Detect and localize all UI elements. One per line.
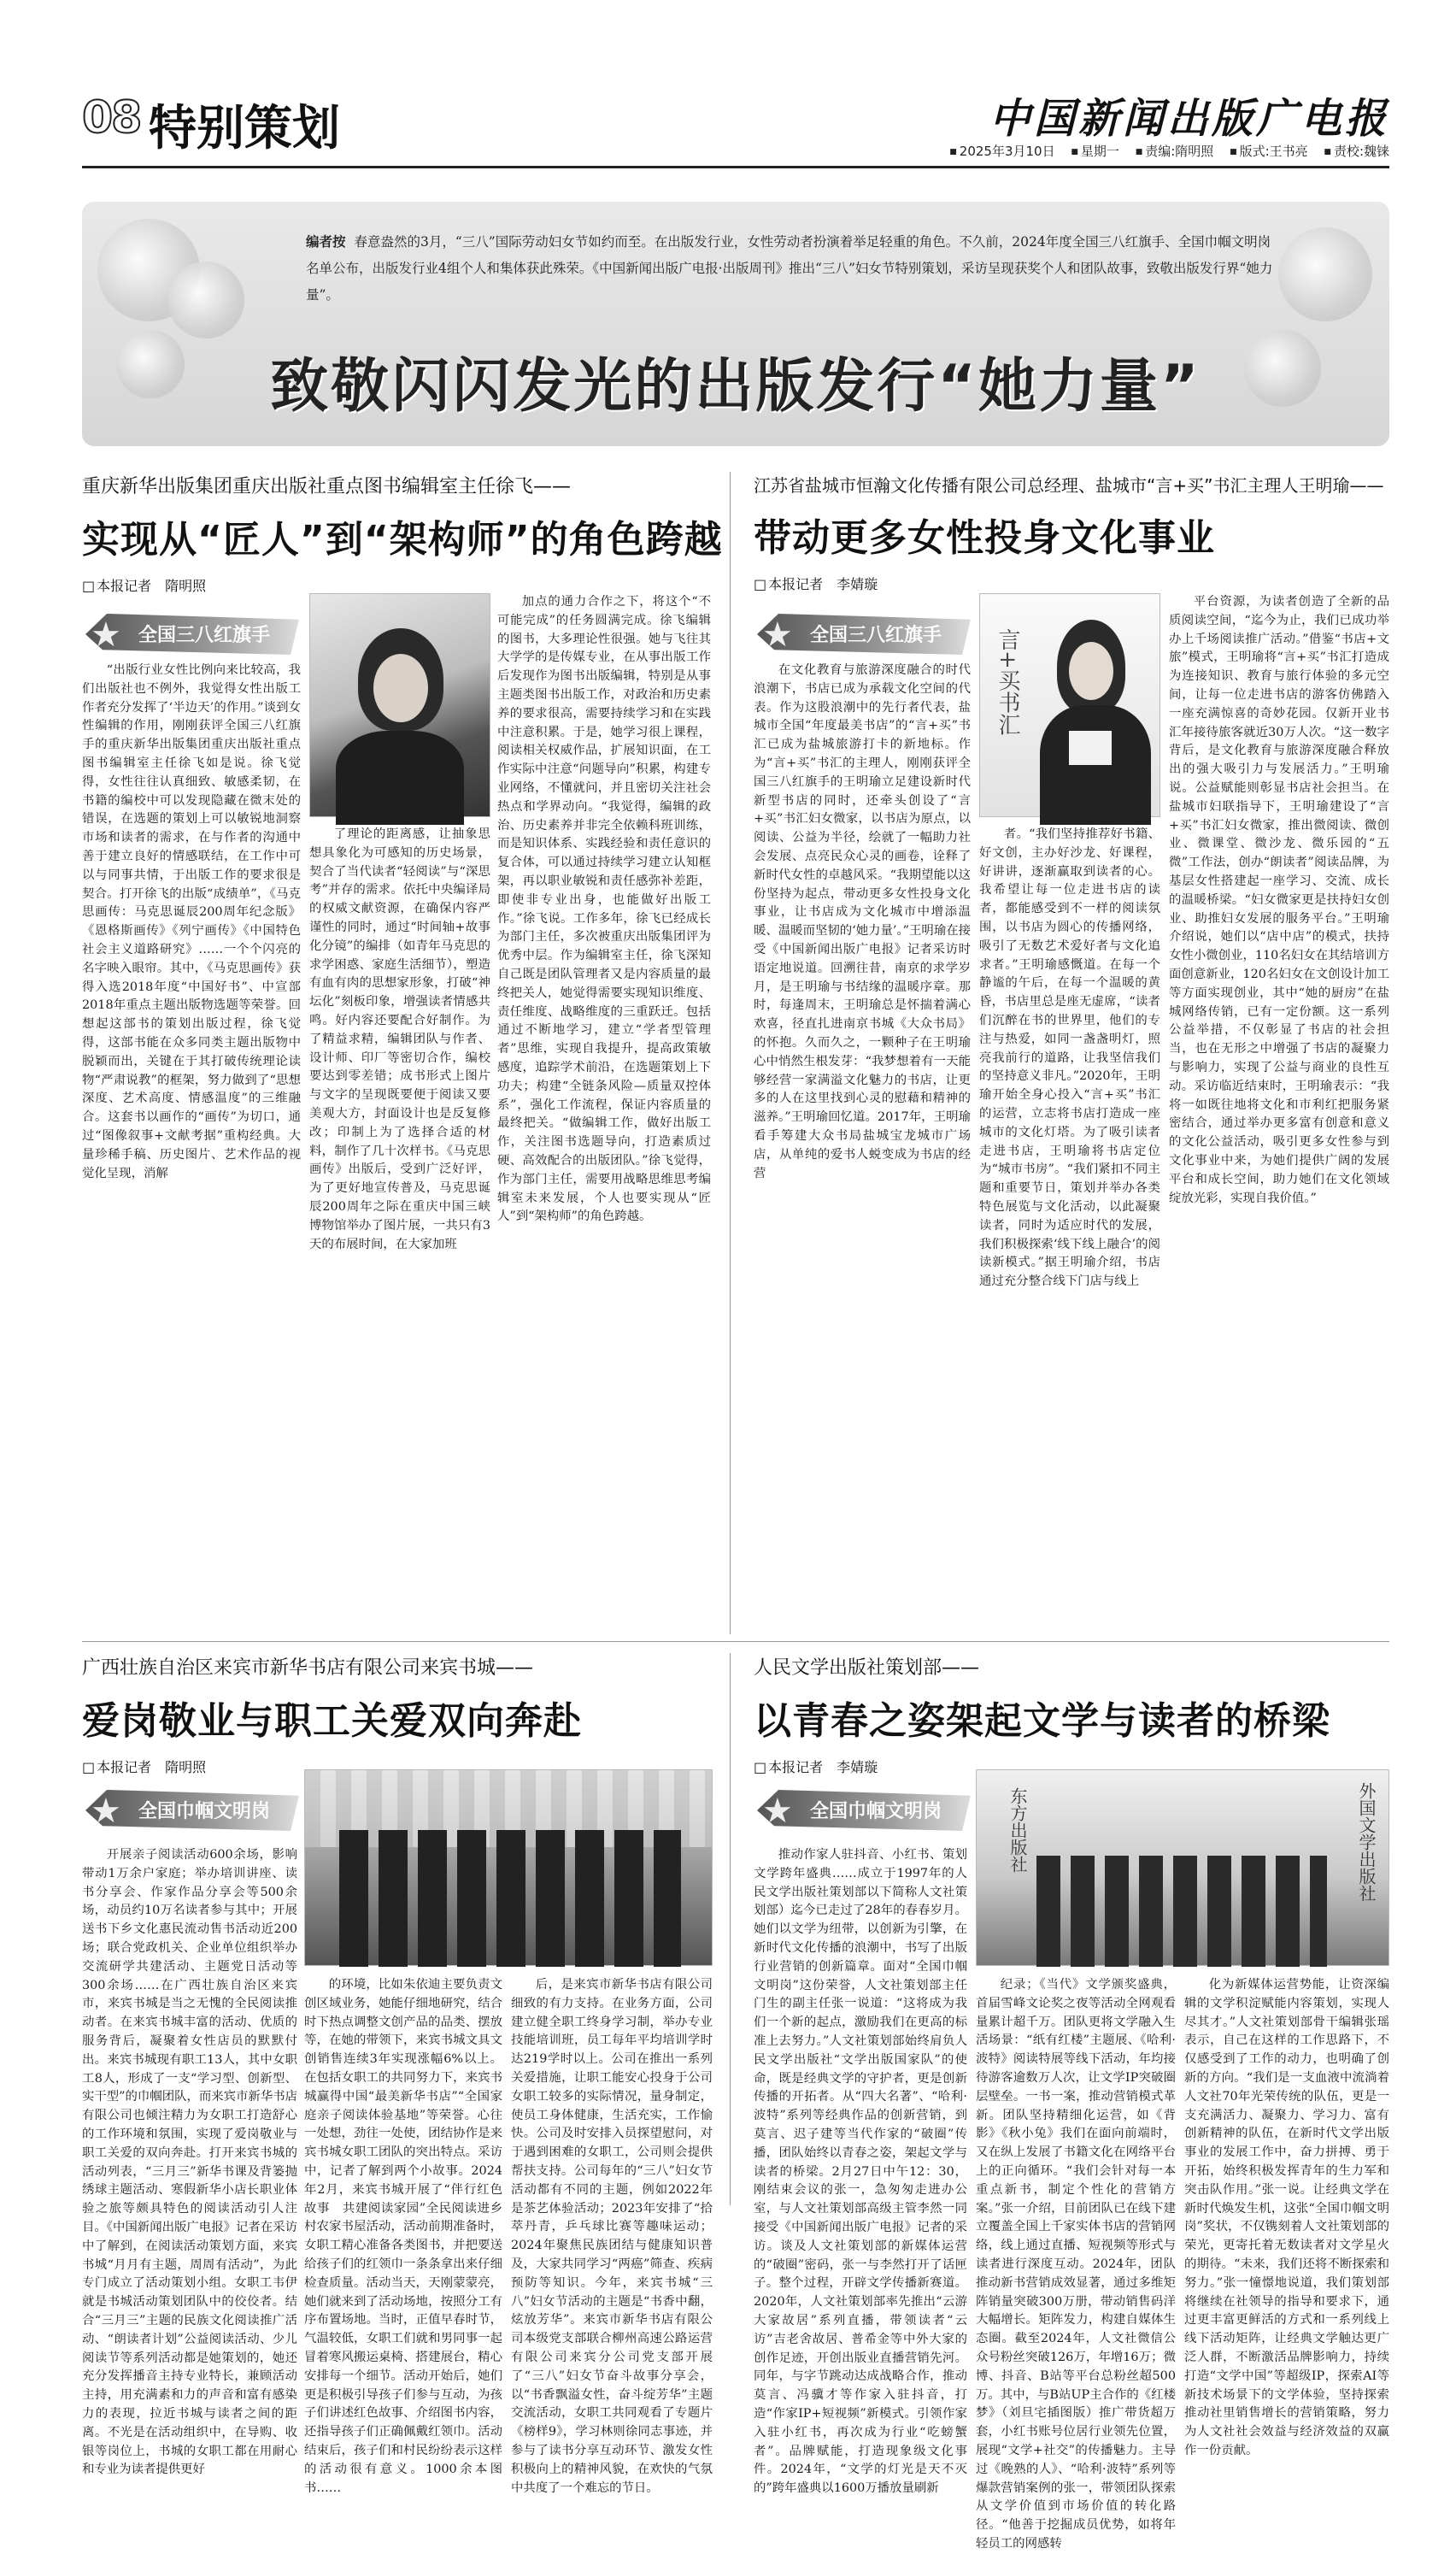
article-laibin [82, 1653, 714, 1776]
award-badge [757, 1780, 978, 1845]
article-headline: 以青春之姿架起文学与读者的桥梁 [754, 1699, 1330, 1743]
store-sign: 言+买书汇 [995, 628, 1020, 736]
article-wangmingyu [754, 472, 1389, 593]
team-photo [976, 1769, 1389, 1966]
column-divider [730, 472, 731, 1634]
star-icon: ★ [91, 1792, 121, 1831]
article-renmin-wenxue [754, 1653, 1389, 1776]
rose-decoration [167, 262, 244, 338]
section-divider [82, 1641, 1389, 1642]
article-byline: □ 本报记者 隋明照 [82, 575, 714, 595]
column-divider [730, 1653, 731, 2205]
portrait-photo [979, 593, 1160, 817]
article-headline: 带动更多女性投身文化事业 [754, 516, 1215, 560]
article-body-column: 加点的通力合作之下，将这个“不可能完成”的任务圆满完成。徐飞编辑的图书，大多理论性很强。她与飞往其大学学的是传媒专业，在从事出版工作后发现作为图书出版编辑，特别是从事主题类图书出版工作，对政治和历史素养的要求很高，需要持续学习和在实践中注意积累。于是，她学习很上课程，阅读相关权威作品，扩展知识面，在工作实际中注意“问题导向”积累，构建专业网络，不懂就问，并且密切关注社会热点和学界动向。“我觉得，编辑的政治、历史素养并非完全依赖科班训练，而是知识体系、实践经验和责任意识的复合体，可以通过持续学习建立认知框架，再以职业敏锐和责任感弥补差距，即使非专业出身，也能做好出版工作。”徐飞说。工作多年，徐飞已经成长为部门主任，多次被重庆出版集团评为优秀中层。作为编辑室主任，徐飞深知自己既是团队管理者又是内容质量的最终把关人，她觉得需要实现知识维度、责任维度、战略维度的三重跃迁。包括通过不断地学习，建立“学者型管理者”思维，实现自我提升，提高政策敏感度，追踪学术前沿，在选题策划上下功夫；构建“全链条风险—质量双控体系”，强化工作流程，保证内容质量的最终把关。“做编辑工作，做好出版工作，关注图书选题导向，打造素质过硬、高效配合的出版团队。”徐飞觉得，作为部门主任，需要用战略思维思考编辑室未来发展，个人也要实现从“匠人”到“架构师”的角色跨越。 [497, 595, 711, 1224]
building-sign: 东方出版社 [1007, 1787, 1028, 1873]
article-body-column: 平台资源，为读者创造了全新的品质阅读空间，“迄今为止，我们已成功举办上千场阅读推广活动。”借鉴“书店+文旅”模式，王明瑜将“言+买”书汇打造成为连接知识、教育与旅行体验的多元空间，让每一位走进书店的游客仿佛踏入一座充满惊喜的奇妙花园。仅新开业书汇年接待旅客就近30万人次。“这一数字背后，是文化教育与旅游深度融合释放出的强大吸引力与发展活力。”王明瑜说。公益赋能则彰显书店社会担当。在盐城市妇联指导下，王明瑜建设了“言+买”书汇妇女微家，推出微阅读、微创业、微课堂、微沙龙、微乐园的“五微”工作法，创办“朗读者”阅读品牌，为基层女性搭建起一座学习、交流、成长的温暖桥梁。“妇女微家更是扶持妇女创业、助推妇女发展的服务平台。”王明瑜介绍说，她们以“店中店”的模式，扶持女性小微创业，110名妇女在其结培训方面创意新业，120名妇女在文创设计加工等方面实现创业，其中“她的厨房”在盐城网络传销，已有一定份额。这一系列公益举措，不仅彰显了书店的社会担当，也在无形之中增强了书店的凝聚力与影响力，实现了公益与商业的良性互动。采访临近结束时，王明瑜表示：“我将一如既往地将文化和市利红把服务紧密结合，通过举办更多富有创意和意义的文化公益活动，吸引更多女性参与到文化事业中来，为她们提供广阔的发展平台和成长空间，助力她们在文化领域绽放光彩，实现自我价值。” [1169, 595, 1389, 1205]
star-icon: ★ [762, 1792, 793, 1831]
star-icon: ★ [762, 615, 793, 655]
article-byline: □ 本报记者 李婧璇 [754, 1757, 1389, 1776]
issue-proofreader: ■ 责校:魏铼 [1324, 144, 1389, 159]
masthead-rule [82, 166, 1389, 168]
issue-designer: ■ 版式:王书亮 [1230, 144, 1308, 159]
issue-weekday: ■ 星期一 [1071, 144, 1119, 159]
editor-note-text: 春意盎然的3月，“三八”国际劳动妇女节如约而至。在出版发行业，女性劳动者扮演着举足轻重的角色。不久前，2024年度全国三八红旗手、全国巾帼文明岗名单公布，出版发行业4组个人和集体获此殊荣。《中国新闻出版广电报·出版周刊》推出“三八”妇女节特别策划，采访呈现获奖个人和团队故事，致敬出版发行界“她力量”。 [306, 234, 1273, 303]
article-body-column: “出版行业女性比例向来比较高，我们出版社也不例外，我觉得女性出版工作者充分发挥了‘半边天’的作用。”谈到女性编辑的作用，刚刚获评全国三八红旗手的重庆新华出版集团重庆出版社重点图书编辑室主任徐飞如是说。徐飞觉得，女性往往认真细致、敏感柔韧，在书籍的编校中可以发现隐藏在微末处的错误，在选题的策划上可以敏锐地洞察市场和读者的需求，在与作者的沟通中善于建立良好的情感联结，在工作中可以与同事共情，于出版工作的要求很是契合。打开徐飞的出版“成绩单”，《马克思画传：马克思诞辰200周年纪念版》《恩格斯画传》《列宁画传》《中国特色社会主义道路研究》……一个个闪亮的名字映入眼帘。其中，《马克思画传》获得入选2018年度“中国好书”、中宣部2018年重点主题出版物选题等荣誉。回想起这部书的策划出版过程，徐飞觉得，这部书能在众多同类主题出版物中脱颖而出，关键在于其打破传统理论读物“严肃说教”的框架，努力做到了“思想深度、艺术高度、情感温度”的三维融合。这套书以画作的“画传”为切口，通过“图像叙事+文献考据”重构经典。大量珍稀手稿、历史图片、艺术作品的视觉化呈现，消解 [82, 663, 301, 1180]
article-xufei [82, 472, 723, 595]
article-body-column: 者。“我们坚持推荐好书籍、好文创，主办好沙龙、好课程，好讲讲，逐渐赢取到读者的心。我希望让每一位走进书店的读者，都能感受到不一样的阅读氛围，以书店为圆心的传播网络，吸引了无数艺术爱好者与文化追求者。”王明瑜感慨道。在每一个静谧的午后，在每一个温暖的黄昏，书店里总是座无虚席，“读者们沉醉在书的世界里，他们的专注与热爱，如同一盏盏明灯，照亮我前行的道路，让我坚信我们的坚持意义非凡。”2020年，王明瑜开始全身心投入“言+买”书汇的运营，立志将书店打造成一座城市的文化灯塔。为了吸引读者走进书店，王明瑜将书店定位为“城市书房”。“我们紧扣不同主题和重要节日，策划并举办各类特色展览与文化活动，以此凝聚读者，同时为适应时代的发展，我们积极探索‘线下线上融合’的阅读新模式。”据王明瑜介绍，书店通过充分整合线下门店与线上 [979, 827, 1160, 1289]
badge-label: 全国三八红旗手 [138, 625, 271, 646]
article-body-column: 纪录；《当代》文学颁奖盛典，首届雪峰文论奖之夜等活动全网观看量累计超千万。团队更将文学融入生活场景：“纸有红楼”主题展、《哈利·波特》阅读特展等线下活动，年均接待游客逾数万人次，让文学IP突破圈层壁垒。一书一案，推动营销模式革新。团队坚持精细化运营，如《背影》《秋小兔》我们在面向前端时，又在纵上发展了书籍文化在网络平台上的正向循环。“我们会针对每一本重点新书，制定个性化的营销方案。”张一介绍，目前团队已在线下建立覆盖全国上千家实体书店的营销网络，线上通过直播、短视频等形式与读者进行深度互动。2024年，团队推动新书营销成效显著，通过多维矩阵销量突破300万册，带动销售码洋大幅增长。矩阵发力，构建自媒体生态圈。截至2024年，人文社微信公众号粉丝突破126万，年增16万；微博、抖音、B站等平台总粉丝超500万。其中，与B站UP主合作的《红楼梦》（刘旦宅插图版）推广带货超万套，小红书账号位居行业领先位置，展现“文学+社交”的传播魅力。主导过《晚熟的人》、“哈利·波特”系列等爆款营销案例的张一，带领团队探索从文学价值到市场价值的转化路径。“他善于挖掘成员优势，如将年轻员工的网感转 [976, 1978, 1176, 2551]
masthead [82, 85, 1389, 162]
article-kicker: 广西壮族自治区来宾市新华书店有限公司来宾书城—— [82, 1657, 534, 1679]
article-body-column: 了理论的距离感，让抽象思想具象化为可感知的历史场景，契合了当代读者“轻阅读”与“深思考”并存的需求。依托中央编译局的权威文献资源，在确保内容严谨性的同时，通过“时间轴+故事化分镜”的编排（如青年马克思的求学困惑、家庭生活细节），塑造有血有肉的思想家形象，打破“神坛化”刻板印象，增强读者情感共鸣。好内容还要配合好制作。为了精益求精，编辑团队与作者、设计师、印厂等密切合作，编校要达到零差错；成书形式上图片与文字的呈现既要便于阅读又要美观大方，封面设计也是反复修改；印制上为了选择合适的材料，制作了几十次样书。《马克思画传》出版后，受到广泛好评，为了更好地宣传普及，马克思诞辰200周年之际在重庆中国三峡博物馆举办了图片展，一共只有3天的布展时间，在大家加班 [309, 827, 490, 1251]
article-body-column: 在文化教育与旅游深度融合的时代浪潮下，书店已成为承载文化空间的代表。作为这股浪潮中的先行者代表，盐城市全国“年度最美书店”的“言+买”书汇已成为盐城旅游打卡的新地标。作为“言+买”书汇的主理人，刚刚获评全国三八红旗手的王明瑜立足建设新时代新型书店的同时，还牵头创设了“言+买”书汇妇女微家，以书店为原点，以阅读、公益为半径，绘就了一幅助力社会发展、点亮民众心灵的画卷，诠释了新时代女性的卓越风采。“我期望能以这份坚持为起点，带动更多女性投身文化事业，让书店成为文化城市中增添温暖、温暖而坚韧的‘她力量’。”王明瑜在接受《中国新闻出版广电报》记者采访时语定地说道。回溯往昔，南京的求学岁月，是王明瑜与书结缘的温暖序章。那时，每逢周末，王明瑜总是怀揣着满心欢喜，径直扎进南京书城《大众书局》的怀抱。久而久之，一颗种子在王明瑜心中悄然生根发芽：“我梦想着有一天能够经营一家满溢文化魅力的书店，让更多的人在这里找到心灵的慰藉和精神的滋养。”王明瑜回忆道。2017年，王明瑜看手筹建大众书局盐城宝龙城市广场店，从单纯的爱书人蜕变成为书店的经营 [754, 663, 971, 1180]
article-body-column: 的环境，比如朱依迪主要负责文创区域业务，她能仔细地研究，结合时下热点调整文创产品的品类、摆放等，在她的带领下，来宾书城文具文创销售连续3年实现涨幅6%以上。在包括女职工的共同努力下，来宾书城赢得中国“最美新华书店”“全国家庭亲子阅读体验基地”等荣誉。心往一处想，劲往一处使，团结协作是来宾书城女职工团队的突出特点。采访中，记者了解到两个小故事。2024年2月，来宾书城开展了“伴行红色故事 共建阅读家园”全民阅读进乡村农家书屋活动，活动前期准备时，女职工精心准备各类图书，并把要送给孩子们的红领巾一条条拿出来仔细检查质量。活动当天，天刚蒙蒙亮，她们就来到了活动场地，按照分工有序布置场地。当时，正值早春时节，气温较低，女职工们就和男同事一起冒着寒风搬运桌椅、搭建展台，精心安排每一个细节。活动开始后，她们更是积极引导孩子们参与互动，为孩子们讲述红色故事、介绍图书内容，还指导孩子们正确佩戴红领巾。活动结束后，孩子们和村民纷纷表示这样的活动很有意义。1000余本图书…… [304, 1978, 502, 2495]
editor-note-label: 编者按 [306, 234, 346, 250]
page-number: 08 [82, 92, 141, 144]
article-kicker: 江苏省盐城市恒瀚文化传播有限公司总经理、盐城市“言+买”书汇主理人王明瑜—— [754, 475, 1384, 496]
article-body-column: 化为新媒体运营势能，让资深编辑的文学积淀赋能内容策划，实现人尽其才。”人文社策划部骨干编辑张瑶表示，自己在这样的工作思路下，不仅感受到了工作的动力，也明确了创新的方向。“我们是一支血液中流淌着人文社70年光荣传统的队伍，更是一支充满活力、凝聚力、学习力、富有创新精神的队伍，在新时代文学出版事业的发展工作中，奋力拼搏、勇于开拓，始终积极发挥青年的生力军和突击队作用。”张一说。让经典文学在新时代焕发生机，这张“全国巾帼文明岗”奖状，不仅镌刻着人文社策划部的荣光，更寄托着无数读者对文学星火的期待。“未来，我们还将不断探索和努力。”张一憧憬地说道，我们策划部将继续在社领导的指导和要求下，通过更丰富更鲜活的方式和一系列线上线下活动矩阵，让经典文学触达更广泛人群，不断激活品牌影响力，持续打造“文学中国”等超级IP，探索AI等新技术场景下的文学体验，坚持探索推动社里销售增长的营销策略，努力为人文社社会效益与经济效益的双赢作一份贡献。 [1184, 1978, 1389, 2457]
newspaper-logo: 中国新闻出版广电报 [989, 95, 1389, 143]
article-byline: □ 本报记者 隋明照 [82, 1757, 714, 1776]
team-photo [304, 1769, 713, 1966]
article-body-column: 推动作家人驻抖音、小红书、策划文学跨年盛典……成立于1997年的人民文学出版社策划部以下简称人文社策划部）迄今已走过了28年的春春岁月。她们以文学为纽带，以创新为引擎，在新时代文化传播的浪潮中，书写了出版行业营销的创新篇章。面对“全国巾帼文明岗”这份荣誉，人文社策划部主任门生的副主任张一说道：“这将成为我们一个新的起点，激励我们在更高的标准上去努力。”人文社策划部始终肩负人民文学出版社“文学出版国家队”的使命，既是经典文学的守护者，更是创新传播的开拓者。从“四大名著”、“哈利·波特”系列等经典作品的创新营销，到莫言、迟子建等当代作家的“破圈”传播，团队始终以青春之姿，架起文学与读者的桥梁。2月27日中午12：30，刚结束会议的张一，急匆匆走进办公室，与人文社策划部高级主管李然一同接受《中国新闻出版广电报》记者的采访。谈及人文社策划部的新媒体运营的“破圈”密码，张一与李然打开了话匣子。整个过程，开辟文学传播新赛道。2020年，人文社策划部率先推出“云游大家故居”系列直播，带领读者“云访”吉老舍故居、普希金等中外大家的创作足迹，开创出版业直播营销先河。同年，与字节跳动达成战略合作，推动莫言、冯骥才等作家入驻抖音，打造“作家IP+短视频”新模式。引领作家入驻小红书，再次成为行业“吃螃蟹者”。品牌赋能，打造现象级文化事件。2024年，“文学的灯光是天不灭的”跨年盛典以1600万播放量刷新 [754, 1848, 967, 2496]
award-badge [85, 603, 306, 668]
article-byline: □ 本报记者 李婧璇 [754, 574, 1389, 593]
section-title: 特别策划 [149, 101, 340, 156]
badge-label: 全国巾帼文明岗 [138, 1801, 271, 1822]
feature-banner [82, 202, 1389, 446]
article-body-column: 开展亲子阅读活动600余场，影响带动1万余户家庭；举办培训讲座、读书分享会、作家作品分享会等500余场，动员约10万名读者参与其中；开展送书下乡文化惠民流动售书活动近200场；联合党政机关、企业单位组织举办交流研学共建活动、主题党日活动等300余场……在广西壮族自治区来宾市，来宾书城是当之无愧的全民阅读推动者。在来宾书城丰富的活动、优质的服务背后，凝聚着女性店员的默默付出。来宾书城现有职工13人，其中女职工8人，形成了一支“学习型、创新型、实干型”的巾帼团队，而来宾市新华书店有限公司也倾注精力为女职工打造舒心的工作环境和氛围，实现了爱岗敬业与职工关爱的双向奔赴。打开来宾书城的活动列表，“三月三”新华书课及背篓抛绣球主题活动、寒假新华小店长职业体验之旅等颇具特色的阅读活动引人注目。《中国新闻出版广电报》记者在采访中了解到，在阅读活动策划方面，来宾书城“月月有主题，周周有活动”，为此专门成立了活动策划小组。女职工韦伊就是书城活动策划团队中的佼佼者。结合“三月三”主题的民族文化阅读推广活动、“朗读者计划”公益阅读活动、少儿阅读节等系列活动都是她策划的，她还充分发挥播音主持专业特长，兼顾活动主持，用充满素和力的声音和富有感染力的表现，拉近书城与读者之间的距离。不光是在活动组织中，在导购、收银等岗位上，书城的女职工都在用耐心和专业为读者提供更好 [82, 1848, 297, 2477]
article-kicker: 重庆新华出版集团重庆出版社重点图书编辑室主任徐飞—— [82, 476, 572, 497]
article-headline: 爱岗敬业与职工关爱双向奔赴 [82, 1699, 582, 1743]
article-kicker: 人民文学出版社策划部—— [754, 1657, 980, 1679]
award-badge [85, 1780, 306, 1845]
rose-decoration [1278, 227, 1372, 321]
building-sign: 外国文学出版社 [1356, 1782, 1377, 1902]
badge-label: 全国三八红旗手 [810, 625, 942, 646]
star-icon: ★ [91, 615, 121, 655]
issue-date: ■ 2025年3月10日 [949, 144, 1054, 159]
issue-editor: ■ 责编:隋明照 [1136, 144, 1214, 159]
article-body-column: 后，是来宾市新华书店有限公司细致的有力支持。在业务方面，公司建立健全职工终身学习制，举办专业技能培训班，员工每年平均培训学时达219学时以上。公司在推出一系列关爱措施，让职工能安心投身于公司女职工较多的实际情况，量身制定，使员工身体健康，生活充实，工作愉快。公司及时安排入员探望慰问，对于遇到困难的女职工，公司则会提供帮扶支持。公司每年的“三八”妇女节活动都有不同的主题，例如2022年是茶艺体验活动；2023年安排了“拾萃丹青，乒乓球比赛等趣味运动；2024年聚焦民族团结与健康知识普及，大家共同学习“两癌”筛查、疾病预防等知识。今年，来宾书城“三八”妇女节活动的主题是“书香中翻，炫放芳华”。来宾市新华书店有限公司本级党支部联合柳州高速公路运营有限公司来宾分公司党支部开展了“三八”妇女节奋斗故事分享会，以“书香飘溢女性，奋斗绽芳华”主题交流活动，女职工共同观看了专题片《榜样9》，学习林则徐同志事迹，并参与了读书分享互动环节、激发女性积极向上的精神风貌，在欢快的气氛中共度了一个难忘的节日。 [511, 1978, 713, 2495]
article-headline: 实现从“匠人”到“架构师”的角色跨越 [82, 518, 723, 562]
badge-label: 全国巾帼文明岗 [810, 1801, 942, 1822]
page-headline: 致敬闪闪发光的出版发行“她力量” [270, 353, 1201, 421]
award-badge [757, 603, 978, 668]
editor-note [306, 229, 1280, 309]
portrait-photo [309, 593, 490, 817]
issue-meta [937, 142, 1389, 160]
